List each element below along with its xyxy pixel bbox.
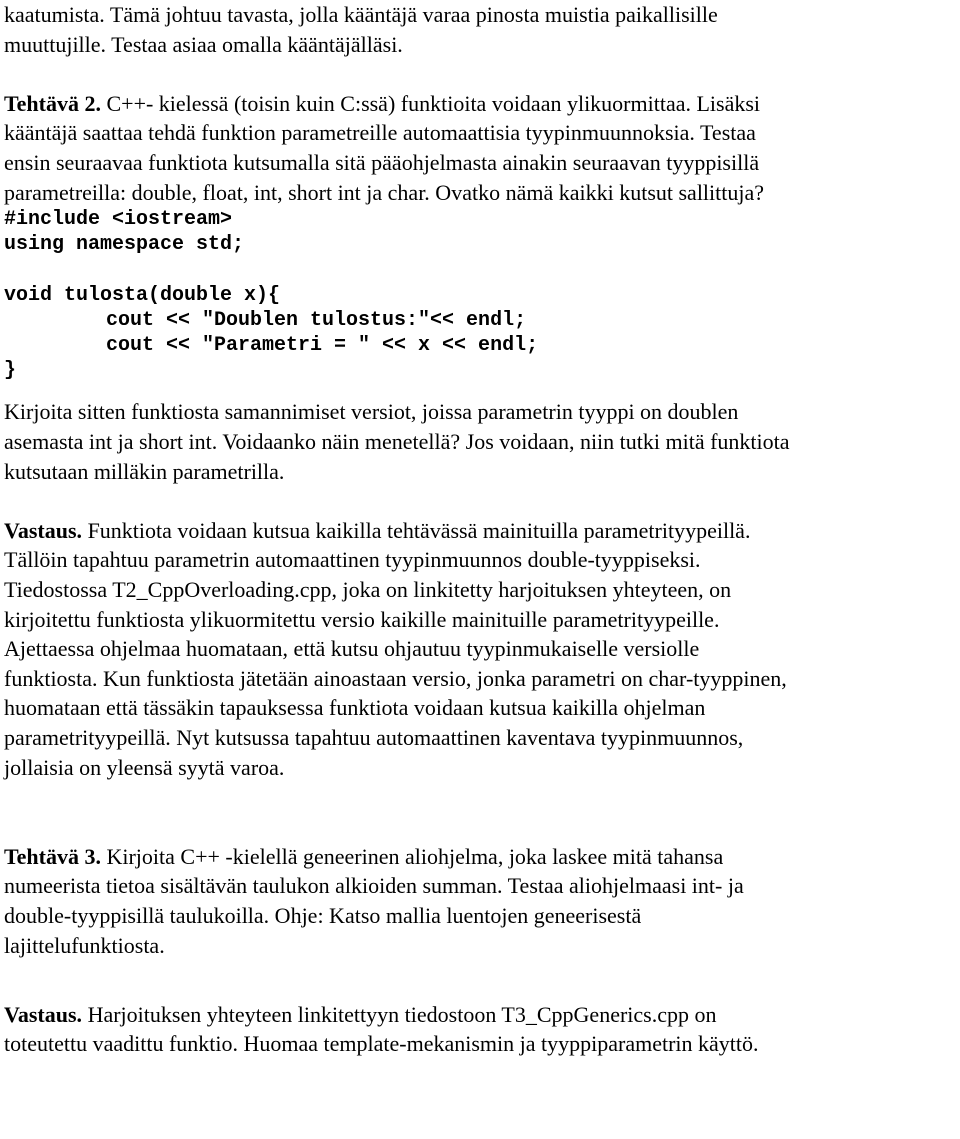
task3-line xyxy=(4,842,958,872)
task3-line: double-tyyppisillä taulukoilla. Ohje: Katso mallia luentojen geneerisestä xyxy=(4,902,642,928)
code-line: cout << "Doublen tulostus:"<< endl; xyxy=(106,308,527,332)
followup-line: kutsutaan milläkin parametrilla. xyxy=(4,458,285,484)
answer2-line: Tällöin tapahtuu parametrin automaattinen tyypinmuunnos double-tyyppiseksi. xyxy=(4,547,701,573)
task2-text: C++- kielessä (toisin kuin C:ssä) funktioita voidaan ylikuormittaa. Lisäksi xyxy=(100,90,761,116)
spacer xyxy=(4,812,958,842)
spacer xyxy=(4,383,958,397)
spacer xyxy=(4,782,958,812)
task3-heading: Tehtävä 3. xyxy=(4,843,101,869)
task2-line: ensin seuraavaa funktiota kutsumalla sitä pääohjelmasta ainakin seuraavan tyyppisillä xyxy=(4,149,760,175)
answer3-label: Vastaus. xyxy=(4,1001,83,1027)
code-line: } xyxy=(4,359,17,383)
task3-line: lajittelufunktiosta. xyxy=(4,932,165,958)
answer2-line xyxy=(4,516,958,546)
answer2-line: Tiedostossa T2_CppOverloading.cpp, joka on linkitetty harjoituksen yhteyteen, on xyxy=(4,577,732,603)
intro-line: kaatumista. Tämä johtuu tavasta, jolla kääntäjä varaa pinosta muistia paikallisille xyxy=(4,2,718,27)
task3-line: numeerista tietoa sisältävän taulukon alkioiden summan. Testaa aliohjelmaasi int- ja xyxy=(4,873,744,899)
spacer xyxy=(4,59,958,89)
task2-heading: Tehtävä 2. xyxy=(4,90,101,116)
code-line: #include <iostream> xyxy=(4,208,233,232)
code-blank xyxy=(4,258,958,283)
answer3-line xyxy=(4,1000,958,1030)
answer2-line: jollaisia on yleensä syytä varoa. xyxy=(4,754,285,780)
task2-line: parametreilla: double, float, int, short int ja char. Ovatko nämä kaikki kutsut sallittuja? xyxy=(4,179,765,205)
followup-line: Kirjoita sitten funktiosta samannimiset versiot, joissa parametrin tyyppi on doublen xyxy=(4,399,739,425)
answer3-line: toteutettu vaadittu funktio. Huomaa template-mekanismin ja tyyppiparametrin käyttö. xyxy=(4,1031,759,1057)
document-page xyxy=(4,0,958,1059)
code-line: using namespace std; xyxy=(4,233,245,257)
answer2-line: Ajettaessa ohjelmaa huomataan, että kutsu ohjautuu tyypinmukaiselle versiolle xyxy=(4,636,700,662)
code-block xyxy=(4,207,958,383)
answer2-text: Funktiota voidaan kutsua kaikilla tehtävässä mainituilla parametrityypeillä. xyxy=(82,517,751,543)
spacer xyxy=(4,990,958,1000)
spacer xyxy=(4,486,958,516)
followup-line: asemasta int ja short int. Voidaanko näin menetellä? Jos voidaan, niin tutki mitä funktiota xyxy=(4,429,790,455)
task3-text: Kirjoita C++ -kielellä geneerinen aliohjelma, joka laskee mitä tahansa xyxy=(100,843,724,869)
intro-line: muuttujille. Testaa asiaa omalla kääntäjälläsi. xyxy=(4,31,403,57)
code-line: cout << "Parametri = " << x << endl; xyxy=(106,334,539,358)
answer2-line: funktiosta. Kun funktiosta jätetään ainoastaan versio, jonka parametri on char-tyyppinen, xyxy=(4,665,787,691)
task2-line xyxy=(4,89,958,119)
spacer xyxy=(4,960,958,990)
answer2-line: kirjoitettu funktiosta ylikuormitettu versio kaikille mainituille parametrityypeille. xyxy=(4,606,720,632)
answer3-text: Harjoituksen yhteyteen linkitettyyn tiedostoon T3_CppGenerics.cpp on xyxy=(82,1001,717,1027)
answer2-line: huomataan että tässäkin tapauksessa funktiota voidaan kutsua kaikilla ohjelman xyxy=(4,695,706,721)
answer2-line: parametrityypeillä. Nyt kutsussa tapahtuu automaattinen kaventava tyypinmuunnos, xyxy=(4,725,744,750)
task2-line: kääntäjä saattaa tehdä funktion parametreille automaattisia tyypinmuunnoksia. Testaa xyxy=(4,120,756,146)
answer2-label: Vastaus. xyxy=(4,517,83,543)
code-line: void tulosta(double x){ xyxy=(4,283,281,307)
